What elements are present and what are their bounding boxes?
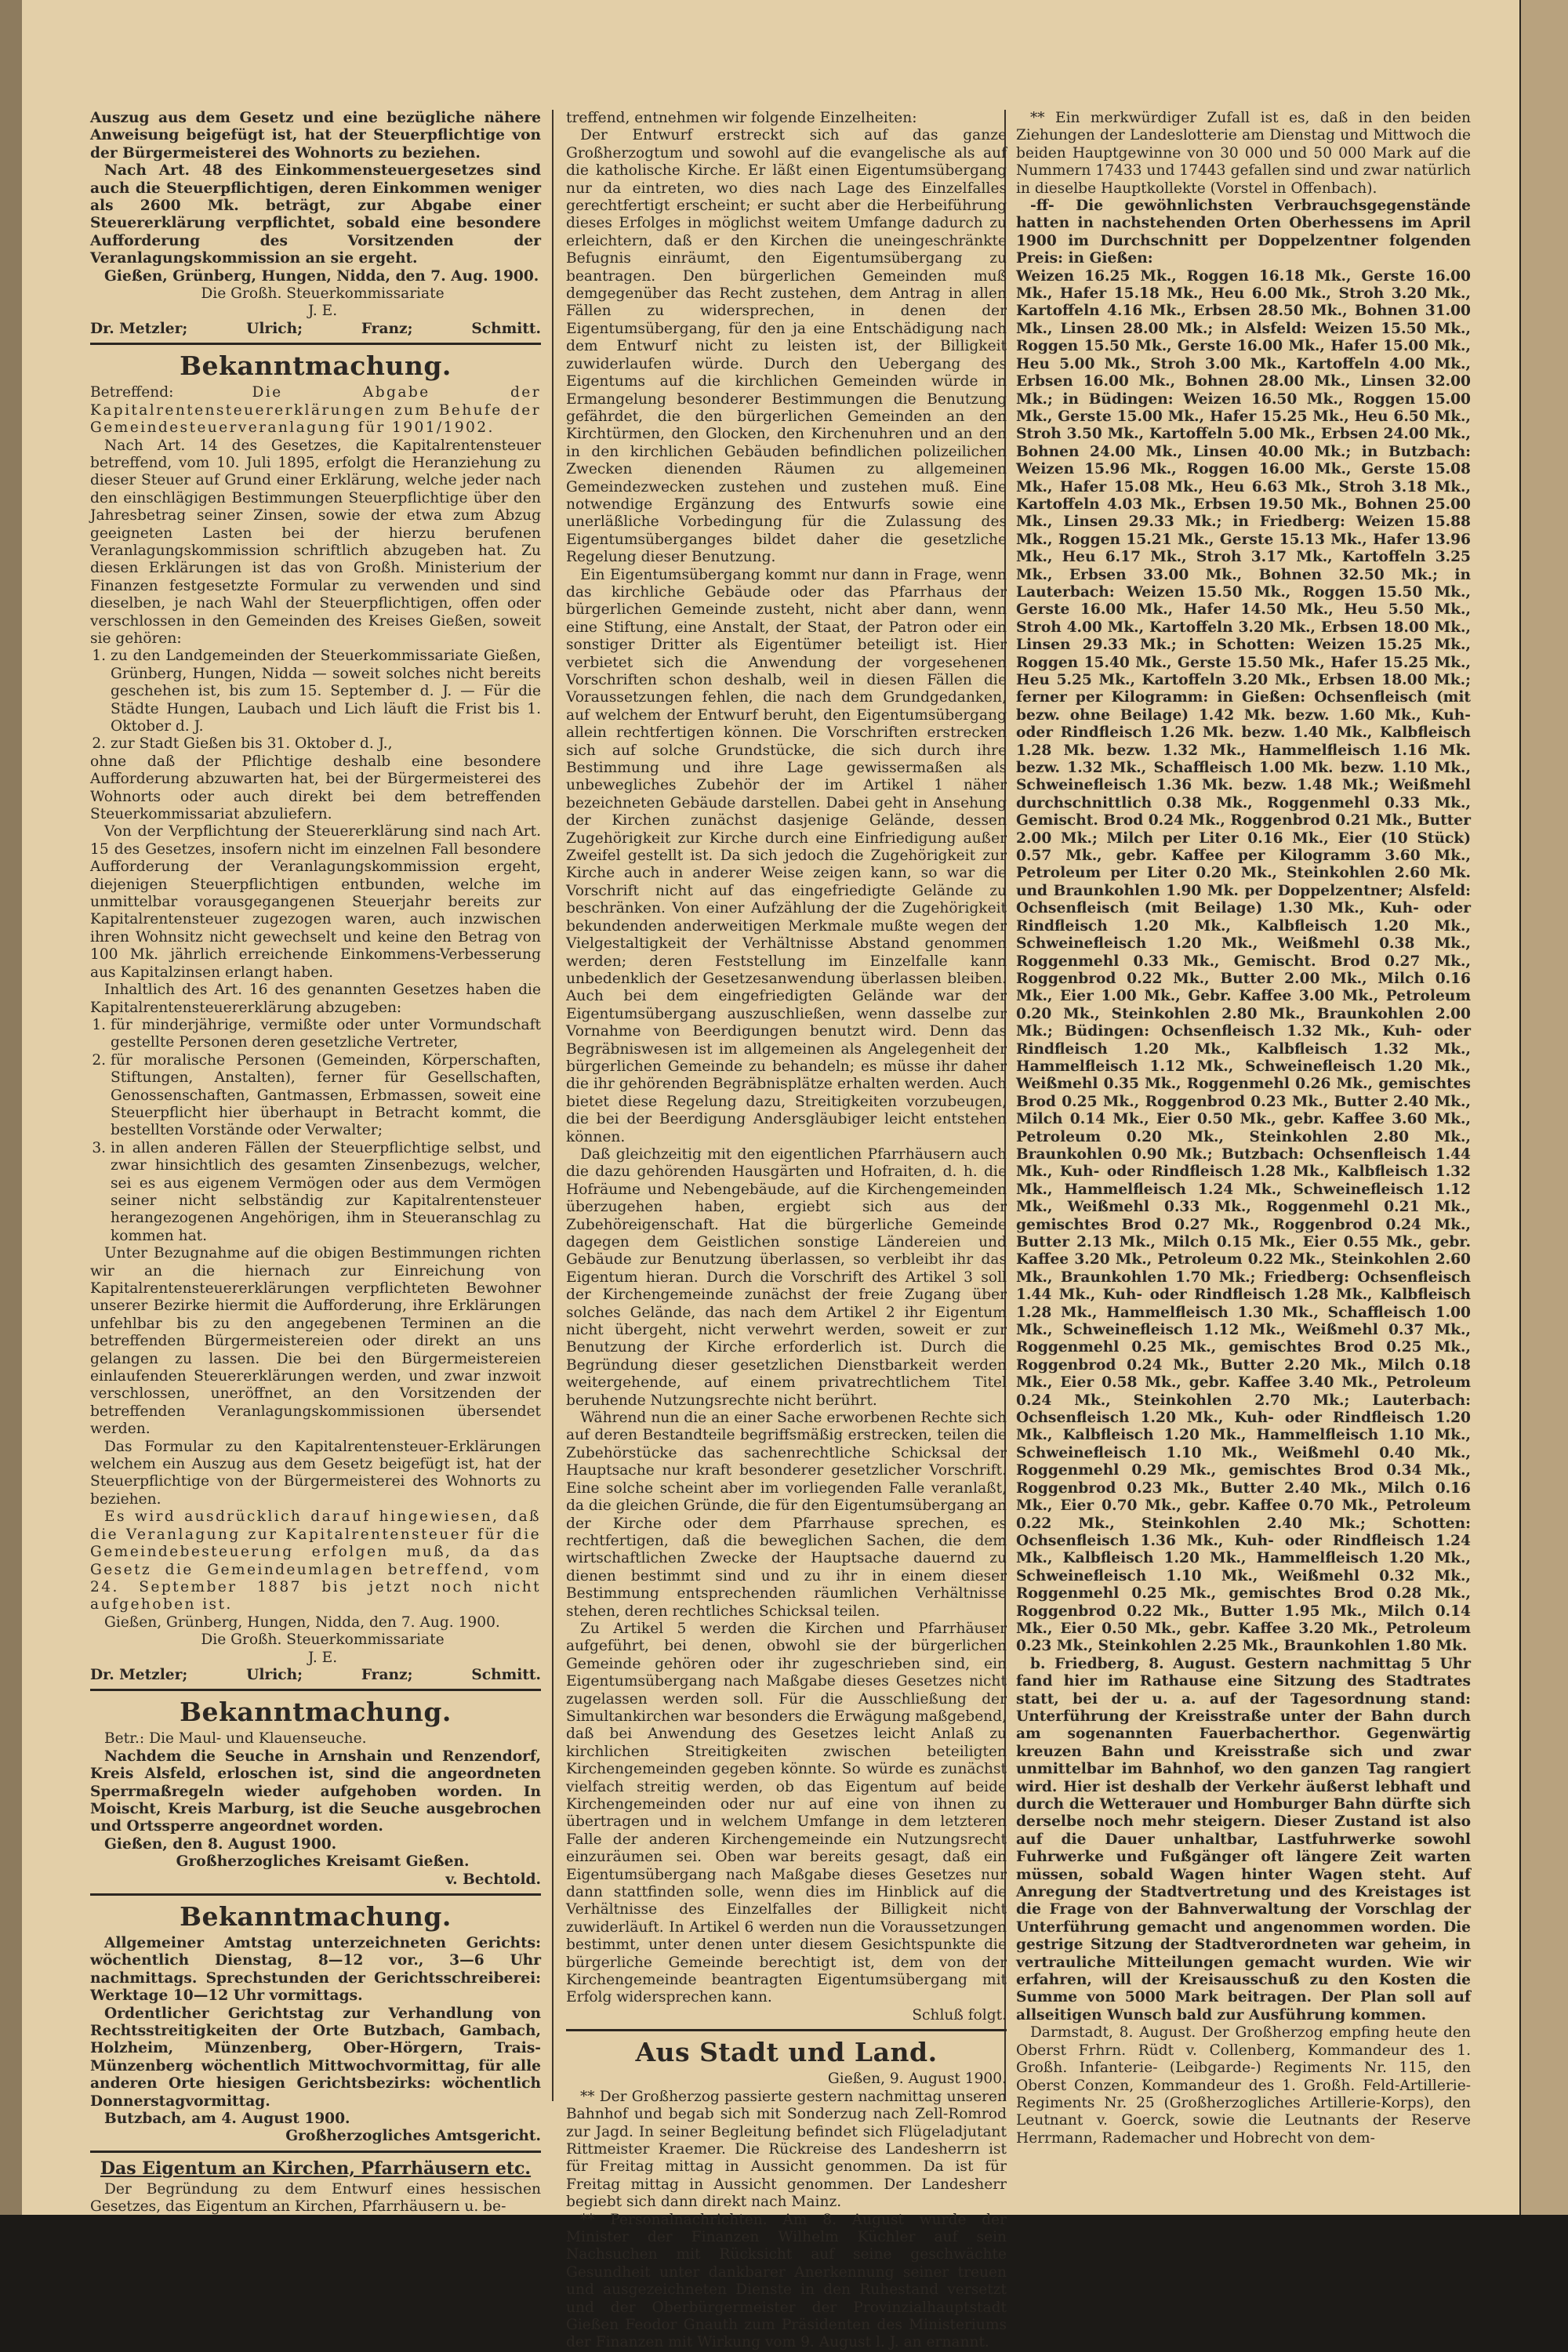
adjacent-page-edge [1521, 0, 1568, 2215]
news-item: ** Ein merkwürdiger Zufall ist es, daß in den beiden Ziehungen der Landeslotterie am Dienstag und Mittwoch die beiden Hauptgewinne von 30 000 und 50 000 Mark auf die Nummern 17433 und 17443 gefallen sind und zwar natürlich in dieselbe Hauptkollekte (Vorstel in Offenbach). [1016, 110, 1471, 197]
signature: Ulrich; [246, 320, 303, 337]
place-date: Gießen, Grünberg, Hungen, Nidda, den 7. Aug. 1900. [104, 1613, 500, 1631]
place-date: Gießen, Grünberg, Hungen, Nidda, den 7. Aug. 1900. [104, 267, 539, 285]
paragraph: Ein Eigentumsübergang kommt nur dann in Frage, wenn das kirchliche Gebäude oder das Pfarrhaus der bürgerlichen Gemeinde zusteht, nicht aber dann, wenn eine Stiftung, eine Anstalt, der Staat, der Patron oder ein sonstiger Dritter als Eigentümer beteiligt ist. Hier verbietet sich die Anwendung der vorgesehenen Vorschriften schon deshalb, weil in diesen Fällen die Voraussetzungen fehlen, die nach dem Grundgedanken, auf welchem der Entwurf beruht, den Eigentumsübergang allein rechtfertigen können. Die Vorschriften erstrecken sich auf solche Grundstücke, die sich durch ihre Bestimmung und ihre Lage gewissermaßen als unbewegliches Zubehör der im Artikel 1 näher bezeichneten Gebäude darstellen. Dabei geht in Ansehung der Kirchen zunächst dasjenige Gelände, dessen Zugehörigkeit zur Kirche durch eine Einfriedigung außer Zweifel gestellt ist. Da sich jedoch die Zugehörigkeit zur Kirche auch in anderer Weise zeigen kann, so war die Vorschrift nicht auf das eingefriedigte Gelände zu beschränken. Von einer Aufzählung der die Zugehörigkeit bekundenden anderweitigen Merkmale mußte wegen der Vielgestaltigkeit der Verhältnisse Abstand genommen werden; deren Feststellung im Einzelfalle kann unbedenklich der Gesetzesanwendung überlassen bleiben. Auch bei dem eingefriedigten Gelände war der Eigentumsübergang auszuschließen, wenn dasselbe zur Vornahme von Beerdigungen benutzt wird. Denn das Begräbniswesen ist im allgemeinen als Angelegenheit der bürgerlichen Gemeinde zu behandeln; es müsse ihr daher die ihr gehörenden Begräbnisplätze erhalten werden. Auch bietet diese Regelung dazu, Streitigkeiten vorzubeugen, die bei der Beerdigung Andersgläubiger leicht entstehen können. [566, 566, 1007, 1145]
list-item: 3. in allen anderen Fällen der Steuerpflichtige selbst, und zwar hinsichtlich des gesamten Zinsenbezugs, welcher, sei es aus eigenem Vermögen oder aus dem Vermögen seiner nicht selbständig zur Kapitalrentensteuer herangezogenen Angehörigen, ihm in Steueranschlag zu kommen hat. [111, 1140, 541, 1245]
deadline-list [90, 648, 541, 753]
betr-line: Betr.: Die Maul- und Klauenseuche. [104, 1730, 367, 1748]
paragraph: ohne daß der Pflichtige deshalb eine besondere Aufforderung abzuwarten hat, bei der Bürgermeisterei des Wohnorts oder auch direkt bei dem betreffenden Steuerkommissariat abzuliefern. [90, 753, 541, 823]
heading-bekanntmachung: Bekanntmachung. [180, 1901, 452, 1932]
ie-mark: J. E. [307, 1649, 338, 1666]
signature: Ulrich; [246, 1666, 303, 1683]
signature: Schmitt. [471, 320, 541, 337]
prices-list: Weizen 16.25 Mk., Roggen 16.18 Mk., Gerste 16.00 Mk., Hafer 15.18 Mk., Heu 6.00 Mk., Stroh 3.20 Mk., Kartoffeln 4.16 Mk., Erbsen 28.50 Mk., Bohnen 31.00 Mk., Linsen 28.00 Mk.; in Alsfeld: Weizen 15.50 Mk., Roggen 15.50 Mk., Gerste 16.00 Mk., Hafer 15.00 Mk., Heu 5.00 Mk., Stroh 3.00 Mk., Kartoffeln 4.00 Mk., Erbsen 16.00 Mk., Bohnen 28.00 Mk., Linsen 32.00 Mk.; in Büdingen: Weizen 16.50 Mk., Roggen 15.00 Mk., Gerste 15.00 Mk., Hafer 15.25 Mk., Heu 6.50 Mk., Stroh 3.50 Mk., Kartoffeln 5.00 Mk., Erbsen 24.00 Mk., Bohnen 24.00 Mk., Linsen 40.00 Mk.; in Butzbach: Weizen 15.96 Mk., Roggen 16.00 Mk., Gerste 15.08 Mk., Hafer 15.08 Mk., Heu 6.63 Mk., Stroh 3.18 Mk., Kartoffeln 4.03 Mk., Erbsen 19.50 Mk., Bohnen 25.00 Mk., Linsen 29.33 Mk.; in Friedberg: Weizen 15.88 Mk., Roggen 15.21 Mk., Gerste 15.13 Mk., Hafer 13.96 Mk., Heu 6.17 Mk., Stroh 3.17 Mk., Kartoffeln 3.25 Mk., Erbsen 33.00 Mk., Bohnen 32.50 Mk.; in Lauterbach: Weizen 15.50 Mk., Roggen 15.50 Mk., Gerste 16.00 Mk., Hafer 14.50 Mk., Heu 5.50 Mk., Stroh 4.00 Mk., Kartoffeln 3.20 Mk., Erbsen 18.00 Mk., Linsen 29.33 Mk.; in Schotten: Weizen 15.25 Mk., Roggen 15.40 Mk., Gerste 15.50 Mk., Hafer 15.25 Mk., Heu 5.25 Mk., Kartoffeln 3.20 Mk., Erbsen 18.00 Mk.; ferner per Kilogramm: in Gießen: Ochsenfleisch (mit bezw. ohne Beilage) 1.42 Mk. bezw. 1.60 Mk., Kuh- oder Rindfleisch 1.26 Mk. bezw. 1.40 Mk., Kalbfleisch 1.28 Mk. bezw. 1.32 Mk., Hammelfleisch 1.16 Mk. bezw. 1.32 Mk., Schaffleisch 1.00 Mk. bezw. 1.10 Mk., Schweinefleisch 1.36 Mk. bezw. 1.48 Mk.; Weißmehl durchschnittlich 0.38 Mk., Roggenmehl 0.33 Mk., Gemischt. Brod 0.24 Mk., Roggenbrod 0.21 Mk., Butter 2.00 Mk.; Milch per Liter 0.16 Mk., Eier (10 Stück) 0.57 Mk., gebr. Kaffee per Kilogramm 3.60 Mk., Petroleum per Liter 0.20 Mk., Steinkohlen 2.60 Mk. und Braunkohlen 1.90 Mk. per Doppelzentner; Alsfeld: Ochsenfleisch (mit Beilage) 1.30 Mk., Kuh- oder Rindfleisch 1.20 Mk., Kalbfleisch 1.20 Mk., Schweinefleisch 1.20 Mk., Weißmehl 0.38 Mk., Roggenmehl 0.33 Mk., Gemischt. Brod 0.27 Mk., Roggenbrod 0.22 Mk., Butter 2.00 Mk., Milch 0.16 Mk., Eier 1.00 Mk., Gebr. Kaffee 3.00 Mk., Petroleum 0.20 Mk., Steinkohlen 2.80 Mk., Braunkohlen 2.00 Mk.; Büdingen: Ochsenfleisch 1.32 Mk., Kuh- oder Rindfleisch 1.20 Mk., Kalbfleisch 1.32 Mk., Hammelfleisch 1.12 Mk., Schweinefleisch 1.20 Mk., Weißmehl 0.35 Mk., Roggenmehl 0.26 Mk., gemischtes Brod 0.25 Mk., Roggenbrod 0.23 Mk., Butter 2.40 Mk., Milch 0.14 Mk., Eier 0.50 Mk., gebr. Kaffee 3.60 Mk., Petroleum 0.20 Mk., Steinkohlen 2.80 Mk., Braunkohlen 0.90 Mk.; Butzbach: Ochsenfleisch 1.44 Mk., Kuh- oder Rindfleisch 1.28 Mk., Kalbfleisch 1.32 Mk., Hammelfleisch 1.24 Mk., Schweinefleisch 1.12 Mk., Weißmehl 0.33 Mk., Roggenmehl 0.21 Mk., gemischtes Brod 0.27 Mk., Roggenbrod 0.24 Mk., Butter 2.13 Mk., Milch 0.15 Mk., Eier 0.55 Mk., gebr. Kaffee 3.20 Mk., Petroleum 0.22 Mk., Steinkohlen 2.60 Mk., Braunkohlen 1.70 Mk.; Friedberg: Ochsenfleisch 1.44 Mk., Kuh- oder Rindfleisch 1.28 Mk., Kalbfleisch 1.28 Mk., Hammelfleisch 1.30 Mk., Schaffleisch 1.00 Mk., Schweinefleisch 1.12 Mk., Weißmehl 0.37 Mk., Roggenmehl 0.25 Mk., gemischtes Brod 0.25 Mk., Roggenbrod 0.24 Mk., Butter 2.20 Mk., Milch 0.18 Mk., Eier 0.58 Mk., gebr. Kaffee 3.40 Mk., Petroleum 0.24 Mk., Steinkohlen 2.70 Mk.; Lauterbach: Ochsenfleisch 1.20 Mk., Kuh- oder Rindfleisch 1.20 Mk., Kalbfleisch 1.20 Mk., Hammelfleisch 1.10 Mk., Schweinefleisch 1.10 Mk., Weißmehl 0.40 Mk., Roggenmehl 0.29 Mk., gemischtes Brod 0.34 Mk., Roggenbrod 0.23 Mk., Butter 2.40 Mk., Milch 0.16 Mk., Eier 0.70 Mk., gebr. Kaffee 0.70 Mk., Petroleum 0.22 Mk., Steinkohlen 2.40 Mk.; Schotten: Ochsenfleisch 1.36 Mk., Kuh- oder Rindfleisch 1.24 Mk., Kalbfleisch 1.20 Mk., Hammelfleisch 1.20 Mk., Schweinefleisch 1.10 Mk., Weißmehl 0.32 Mk., Roggenmehl 0.25 Mk., gemischtes Brod 0.28 Mk., Roggenbrod 0.22 Mk., Butter 1.95 Mk., Milch 0.14 Mk., Eier 0.50 Mk., gebr. Kaffee 3.20 Mk., Petroleum 0.23 Mk., Steinkohlen 2.25 Mk., Braunkohlen 1.80 Mk. [1016, 267, 1471, 1655]
betreffend-text: Die Abgabe der Kapitalrentensteuererklärungen zum Behufe der Gemeindesteuerveranlagung für 1901/1902. [90, 384, 541, 437]
paragraph: Nach Art. 14 des Gesetzes, die Kapitalrentensteuer betreffend, vom 10. Juli 1895, erfolgt die Heranziehung zu dieser Steuer auf Grund einer Erklärung, welche jeder nach den einschlägigen Bestimmungen Steuerpflichtige über den Jahresbetrag seiner Zinsen, sowie der etwa zum Abzug geeigneten Lasten bei der hierzu berufenen Veranlagungskommission schriftlich abzugeben hat. Zu diesen Erklärungen ist das von Großh. Ministerium der Finanzen festgesetzte Formular zu verwenden und sind dieselben, je nach Wahl der Steuerpflichtigen, offen oder verschlossen in den Gemeinden des Kreises Gießen, soweit sie gehören: [90, 437, 541, 647]
seuche-text: Nachdem die Seuche in Arnshain und Renzendorf, Kreis Alsfeld, erloschen ist, sind die angeordneten Sperrmaßregeln wieder aufgehoben worden. In Moischt, Kreis Marburg, ist die Seuche ausgebrochen und Ortssperre angeordnet worden. [90, 1748, 541, 1835]
place-date: Gießen, den 8. August 1900. [104, 1835, 337, 1853]
list-item: 1. für minderjährige, vermißte oder unter Vormundschaft gestellte Personen deren gesetzliche Vertreter, [111, 1017, 541, 1052]
signatures [90, 321, 541, 338]
paragraph: Unter Bezugnahme auf die obigen Bestimmungen richten wir an die hiernach zur Einreichung von Kapitalrentensteuererklärungen verpflichteten Bewohner unserer Bezirke hiermit die Aufforderung, ihre Erklärungen unfehlbar bis zu den angegebenen Terminen an die betreffenden Bürgermeistereien oder direkt an uns gelangen zu lassen. Die bei den Bürgermeistereien einlaufenden Steuererklärungen werden, und zwar inzwoit verschlossen, uneröffnet, an den Vorsitzenden der betreffenden Veranlagungskommissionen übersendet werden. [90, 1245, 541, 1438]
signature: Franz; [361, 1666, 413, 1683]
authority: Großherzogliches Kreisamt Gießen. [176, 1853, 470, 1871]
signatures [90, 1667, 541, 1684]
art48-text: Nach Art. 48 des Einkommensteuergesetzes sind auch die Steuerpflichtigen, deren Einkommen weniger als 2600 Mk. beträgt, zur Abgabe einer Steuererklärung verpflichtet, sobald eine besondere Aufforderung des Vorsitzenden der Veranlagungskommission an sie ergeht. [90, 162, 541, 267]
betreffend [90, 384, 541, 437]
news-item: b. Friedberg, 8. August. Gestern nachmittag 5 Uhr fand hier im Rathause eine Sitzung des Stadtrates statt, bei der u. a. auf der Tagesordnung stand: Unterführung der Kreisstraße unter der Bahn durch am sogenannten Fauerbacherthor. Gegenwärtig kreuzen Bahn und Kreisstraße sich und zwar unmittelbar im Bahnhof, wo den ganzen Tag rangiert wird. Hier ist deshalb der Verkehr äußerst lebhaft und durch die Wetterauer und Homburger Bahn dürfte sich derselbe noch mehr steigern. Dieser Zustand ist also auf die Dauer unhaltbar, Lastfuhrwerke sowohl Fuhrwerke und Fußgänger oft längere Zeit warten müssen, sobald Wagen hinter Wagen steht. Auf Anregung der Stadtvertretung und des Kreistages ist die Frage von der Bahnverwaltung der Vorschlag der Unterführung gemacht und angenommen worden. Die gestrige Sitzung der Stadtverordneten war geheim, in vertrauliche Mitteilungen gemacht wurden. Wie wir erfahren, will der Kreisausschuß zu den Kosten die Summe von 5000 Mark beitragen. Der Plan soll auf allseitigen Wunsch bald zur Ausführung kommen. [1016, 1655, 1471, 2024]
paragraph: Der Entwurf erstreckt sich auf das ganze Großherzogtum und sowohl auf die evangelische als auf die katholische Kirche. Er läßt einen Eigentumsübergang nur da eintreten, wo dies nach Lage des Einzelfalles gerechtfertigt erscheint; er sucht aber die Herbeiführung dieses Erfolges in möglichst weitem Umfange dadurch zu erleichtern, daß er den Kirchen die uneingeschränkte Befugnis einräumt, den Eigentumsübergang zu beantragen. Den bürgerlichen Gemeinden muß demgegenüber das Recht zustehen, dem Antrag in allen Fällen zu widersprechen, in denen der Eigentumsübergang, für den ja eine Entschädigung nach dem Entwurf nicht zu leisten ist, der Billigkeit zuwiderlaufen würde. Durch den Uebergang des Eigentums auf die kirchlichen Gemeinden würde in Ermangelung besonderer Bestimmungen die Benutzung gefährdet, die den bürgerlichen Gemeinden an den Kirchtürmen, den Glocken, den Kirchenuhren und an den in den kirchlichen Gebäuden befindlichen polizeilichen Zwecken dienenden Räumen zu allgemeinen Gemeindezwecken zustehen und zustehen muß. Eine notwendige Ergänzung des Entwurfs sowie eine unerläßliche Vorbedingung für die Zulassung des Eigentumsüberganges bildet daher die gesetzliche Regelung dieser Benutzung. [566, 127, 1007, 566]
paragraph: Von der Verpflichtung der Steuererklärung sind nach Art. 15 des Gesetzes, insofern nicht im einzelnen Fall besondere Aufforderung der Veranlagungskommission ergeht, diejenigen Steuerpflichtigen entbunden, welche im unmittelbar vorausgegangenen Steuerjahr bereits zur Kapitalrentensteuer zugezogen waren, auch inzwischen ihren Wohnsitz nicht gewechselt und keine den Betrag von 100 Mk. jährlich erreichende Einkommens-Verbesserung aus Kapitalzinsen erlangt haben. [90, 823, 541, 981]
paragraph: treffend, entnehmen wir folgende Einzelheiten: [566, 110, 917, 126]
divider [566, 2029, 1007, 2031]
divider [90, 1893, 541, 1896]
divider [90, 1689, 541, 1691]
column-1 [90, 110, 541, 2216]
subheading-eigentum: Das Eigentum an Kirchen, Pfarrhäusern etc. [100, 2158, 532, 2179]
signature: v. Bechtold. [445, 1871, 541, 1888]
list-item: 2. zur Stadt Gießen bis 31. Oktober d. J., [111, 735, 541, 753]
ie-mark: J. E. [307, 303, 338, 320]
signature: Dr. Metzler; [90, 1666, 188, 1683]
heading-aus-stadt-und-land: Aus Stadt und Land. [635, 2037, 938, 2068]
authority: Die Großh. Steuerkommissariate [201, 285, 445, 303]
authority: Die Großh. Steuerkommissariate [201, 1632, 445, 1649]
divider [90, 343, 541, 345]
prices-intro: -ff- Die gewöhnlichsten Verbrauchsgegenstände hatten in nachstehenden Orten Oberhessens im April 1900 im Durchschnitt per Doppelzentner folgenden Preis: in Gießen: [1016, 198, 1471, 267]
obligation-list [90, 1017, 541, 1245]
place-date: Butzbach, am 4. August 1900. [104, 2111, 350, 2128]
news-item: ** Der Großherzog passierte gestern nachmittag unseren Bahnhof und begab sich mit Sonderzug nach Zell-Romrod zur Jagd. In seiner Begleitung befindet sich Flügeladjutant Rittmeister Kraemer. Die Rückreise des Landesherrn ist für Freitag mittag in Aussicht genommen. Da ist für Freitag mittag in Aussicht genommen. Der Landesherr begiebt sich dann direkt nach Mainz. [566, 2088, 1007, 2211]
paragraph: Daß gleichzeitig mit den eigentlichen Pfarrhäusern auch die dazu gehörenden Hausgärten und Hofraiten, d. h. die Hofräume und Nebengebäude, auf die Kirchengemeinden überzugehen haben, ergiebt sich aus der Zubehöreigenschaft. Hat die bürgerliche Gemeinde dagegen dem Geistlichen sonstige Ländereien und Gebäude zur Benutzung überlassen, so verbleibt ihr das Eigentum hieran. Durch die Vorschrift des Artikel 3 soll der Kirchengemeinde zunächst der freie Zugang über solches Gelände, das nach dem Artikel 2 ihr Eigentum nicht übergeht, nicht verwehrt werden, soweit er zur Benutzung der Kirche erforderlich ist. Durch die Begründung dieser gesetzlichen Dienstbarkeit werden weitergehende, auf einem privatrechtlichem Titel beruhende Nutzungsrechte nicht berührt. [566, 1145, 1007, 1409]
heading-bekanntmachung: Bekanntmachung. [180, 1697, 452, 1728]
intro-text: Auszug aus dem Gesetz und eine bezügliche nähere Anweisung beigefügt ist, hat der Steuerpflichtige von der Bürgermeisterei des Wohnorts zu beziehen. [90, 110, 541, 162]
divider [90, 2151, 541, 2153]
page-spine [0, 0, 22, 2215]
paragraph: Inhaltlich des Art. 16 des genannten Gesetzes haben die Kapitalrentensteuererklärung abzugeben: [90, 982, 541, 1016]
column-3 [1016, 110, 1471, 2147]
paragraph: Zu Artikel 5 werden die Kirchen und Pfarrhäuser aufgeführt, bei denen, obwohl sie der bürgerlichen Gemeinde gehören oder ihr zugeschrieben sind, ein Eigentumsübergang nach Maßgabe dieses Gesetzes nicht zugelassen werden soll. Für die Ausschließung der Simultankirchen war besonders die Erwägung maßgebend, daß bei Anwendung des Gesetzes leicht Anlaß zu kirchlichen Streitigkeiten zwischen beteiligten Kirchengemeinden gegeben könnte. So würde es zunächst vielfach streitig werden, ob das Eigentum auf beide Kirchengemeinden oder nur auf eine von ihnen zu übertragen und in welchem Umfange in dem letzteren Falle der anderen Kirchengemeinde ein Nutzungsrecht einzuräumen sei. Oben war bereits gesagt, daß ein Eigentumsübergang nach Maßgabe dieses Gesetzes nur dann stattfinden solle, wenn dies im Hinblick auf die Verhältnisse des Einzelfalles der Billigkeit nicht zuwiderläuft. In Artikel 6 werden nun die Voraussetzungen bestimmt, unter denen unter diesem Gesichtspunkte die bürgerliche Gemeinde berechtigt ist, dem von der Kirchengemeinde beantragten Eigentumsübergang mit Erfolg widersprechen kann. [566, 1620, 1007, 2006]
continued-note: Schluß folgt. [912, 2006, 1007, 2024]
list-item: 2. für moralische Personen (Gemeinden, Körperschaften, Stiftungen, Anstalten), ferner für Gesellschaften, Genossenschaften, Gantmassen, Erbmassen, soweit eine Steuerpflicht hier überhaupt in Betracht kommt, die bestellten Vorstände oder Verwalter; [111, 1052, 541, 1140]
column-2 [566, 110, 1007, 2351]
column-rule-1 [552, 110, 554, 2101]
signature: Schmitt. [471, 1666, 541, 1683]
signature: Dr. Metzler; [90, 320, 188, 337]
news-item: ** Personalnachrichten. Am 8. August wurde der Minister der Finanzen Wilhelm Küchler auf sein Nachsuchen mit Rücksicht auf seine geschwächte Gesundheit unter dankbarer Anerkennung seiner treuen und ausgezeichneten Dienste in den Ruhestand versetzt und der Oberbürgermeister der Provinzialhauptstadt Gießen Feodor Gnauth zum Präsidenten des Ministeriums der Finanzen mit Wirkung vom 9. August l. J. an ernannt. [566, 2211, 1007, 2351]
news-item: Darmstadt, 8. August. Der Großherzog empfing heute den Oberst Frhrn. Rüdt v. Collenberg, Kommandeur des 1. Großh. Infanterie- (Leibgarde-) Regiments Nr. 115, den Oberst Conzen, Kommandeur des 1. Großh. Feld-Artillerie-Regiments Nr. 25 (Großherzogliches Artillerie-Korps), den Leutnant v. Goerck, sowie die Leutnants der Reserve Herrmann, Rademacher und Hobrecht von dem- [1016, 2024, 1471, 2147]
authority: Großherzogliches Amtsgericht. [285, 2128, 541, 2145]
paragraph: Der Begründung zu dem Entwurf eines hessischen Gesetzes, das Eigentum an Kirchen, Pfarrhäusern u. be- [90, 2180, 541, 2216]
betreffend-label: Betreffend: [90, 384, 174, 401]
heading-bekanntmachung: Bekanntmachung. [180, 350, 452, 382]
dateline: Gießen, 9. August 1900. [827, 2071, 1007, 2088]
paragraph: Während nun die an einer Sache erworbenen Rechte sich auf deren Bestandteile begriffsmäßig erstrecken, teilen die Zubehörstücke das sachenrechtliche Schicksal der Hauptsache nur kraft besonderer gesetzlicher Vorschrift. Eine solche scheint aber im vorliegenden Falle veranlaßt, da die gleichen Gründe, die für den Eigentumsübergang an der Kirche oder dem Pfarrhause sprechen, es rechtfertigen, daß die beweglichen Sachen, die dem wirtschaftlichen Zwecke der Hauptsache dauernd zu dienen bestimmt sind und zu ihr in einem dieser Bestimmung entsprechenden räumlichen Verhältnisse stehen, deren rechtliches Schicksal teilen. [566, 1410, 1007, 1620]
paragraph: Das Formular zu den Kapitalrentensteuer-Erklärungen welchem ein Auszug aus dem Gesetz beigefügt ist, hat der Steuerpflichtige von der Bürgermeisterei des Wohnorts zu beziehen. [90, 1438, 541, 1508]
list-item: 1. zu den Landgemeinden der Steuerkommissariate Gießen, Grünberg, Hungen, Nidda — soweit solches nicht bereits geschehen ist, bis zum 15. September d. J. — Für die Städte Hungen, Laubach und Lich läuft die Frist bis 1. Oktober d. J. [111, 648, 541, 735]
paragraph-emphasis: Es wird ausdrücklich darauf hingewiesen, daß die Veranlagung zur Kapitalrentensteuer für die Gemeindebesteuerung erfolgen muß, da das Gesetz die Gemeindeumlagen betreffend, vom 24. September 1887 bis jetzt noch nicht aufgehoben ist. [90, 1508, 541, 1613]
amtstag-text: Allgemeiner Amtstag unterzeichneten Gerichts: wöchentlich Dienstag, 8—12 vor., 3—6 Uhr nachmittags. Sprechstunden der Gerichtsschreiberei: Werktage 10—12 Uhr vormittags. [90, 1935, 541, 2005]
gerichtstag-text: Ordentlicher Gerichtstag zur Verhandlung von Rechtsstreitigkeiten der Orte Butzbach, Gambach, Holzheim, Münzenberg, Ober-Hörgern, Trais-Münzenberg wöchentlich Mittwochvormittag, für alle anderen Orte hiesigen Gerichtsbezirks: wöchentlich Donnerstagvormittag. [90, 2005, 541, 2110]
signature: Franz; [361, 320, 413, 337]
